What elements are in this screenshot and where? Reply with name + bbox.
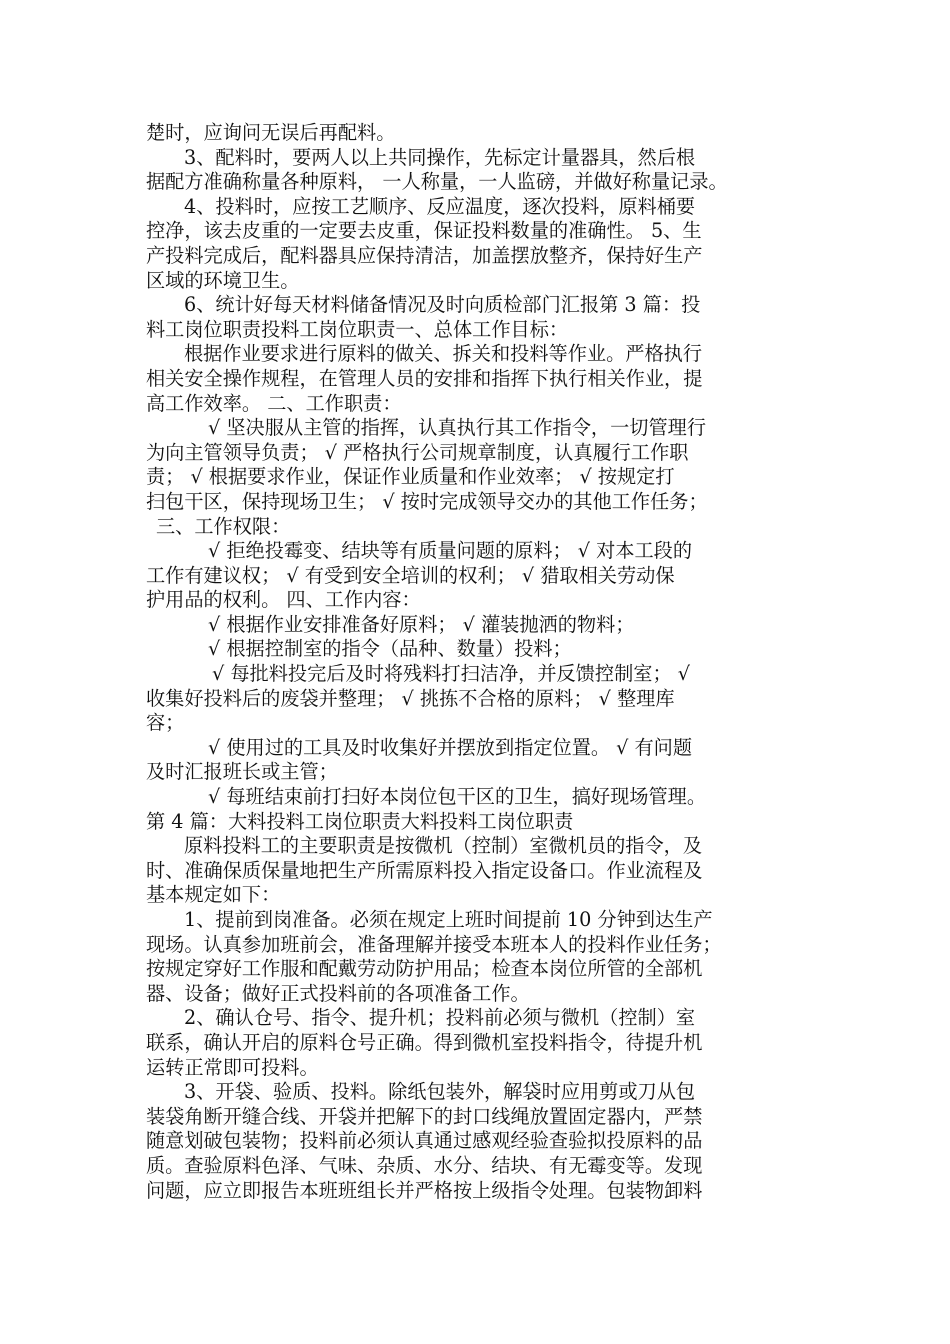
text-line: 楚时，应询问无误后再配料。 — [146, 121, 396, 144]
text-line: √ 根据控制室的指令（品种、数量）投料； — [208, 637, 572, 661]
text-line: 装袋角断开缝合线、开袋并把解下的封口线绳放置固定器内，严禁 — [146, 1104, 703, 1128]
text-line: √ 每批料投完后及时将残料打扫洁净，并反馈控制室； √ — [212, 662, 690, 686]
text-line: 时、准确保质保量地把生产所需原料投入指定设备口。作业流程及 — [146, 858, 703, 882]
text-line: 现场。认真参加班前会，准备理解并接受本班本人的投料作业任务； — [146, 932, 722, 956]
text-line: 3、开袋、验质、投料。除纸包装外，解袋时应用剪或刀从包 — [184, 1080, 696, 1104]
text-line: 产投料完成后，配料器具应保持清洁，加盖摆放整齐，保持好生产 — [146, 243, 703, 267]
text-line: 按规定穿好工作服和配戴劳动防护用品；检查本岗位所管的全部机 — [146, 957, 703, 981]
text-line: 容； — [146, 711, 185, 735]
text-line: 收集好投料后的废袋并整理； √ 挑拣不合格的原料； √ 整理库 — [146, 686, 675, 710]
text-line: 原料投料工的主要职责是按微机（控制）室微机员的指令，及 — [184, 834, 703, 858]
text-line: 4、投料时，应按工艺顺序、反应温度，逐次投料，原料桶要 — [184, 194, 696, 218]
text-line: 1、提前到岗准备。必须在规定上班时间提前 10 分钟到达生产 — [184, 908, 713, 931]
text-line: 器、设备；做好正式投料前的各项准备工作。 — [146, 981, 530, 1005]
text-line: 据配方准确称量各种原料， 一人称量，一人监磅，并做好称量记录。 — [146, 170, 728, 194]
text-line: 相关安全操作规程，在管理人员的安排和指挥下执行相关作业，提 — [146, 366, 703, 390]
text-line: 工作有建议权； √ 有受到安全培训的权利； √ 猎取相关劳动保 — [146, 563, 675, 587]
text-line: √ 坚决服从主管的指挥，认真执行其工作指令，一切管理行 — [208, 416, 707, 440]
text-line: 控净，该去皮重的一定要去皮重，保证投料数量的准确性。 5、生 — [146, 219, 702, 243]
text-line: 区域的环境卫生。 — [146, 268, 300, 292]
text-line: 质。查验原料色泽、气味、杂质、水分、结块、有无霉变等。发现 — [146, 1153, 703, 1177]
text-line: 三、工作权限： — [156, 514, 291, 538]
text-line: 料工岗位职责投料工岗位职责一、总体工作目标： — [146, 317, 569, 341]
text-line: 联系，确认开启的原料仓号正确。得到微机室投料指令，待提升机 — [146, 1030, 703, 1054]
text-line: √ 每班结束前打扫好本岗位包干区的卫生，搞好现场管理。 — [208, 785, 707, 809]
text-line: 运转正常即可投料。 — [146, 1055, 319, 1079]
text-line: 扫包干区，保持现场卫生； √ 按时完成领导交办的其他工作任务； — [146, 489, 708, 513]
text-line: 基本规定如下： — [146, 883, 281, 907]
text-line: 责； √ 根据要求作业，保证作业质量和作业效率； √ 按规定打 — [146, 465, 675, 489]
text-line: 2、确认仓号、指令、提升机；投料前必须与微机（控制）室 — [184, 1006, 696, 1030]
section-heading: 第 4 篇：大料投料工岗位职责大料投料工岗位职责 — [146, 809, 574, 833]
text-line: 随意划破包装物；投料前必须认真通过感观经验查验拟投原料的品 — [146, 1129, 703, 1153]
text-line: 高工作效率。 二、工作职责： — [146, 391, 402, 415]
text-line: √ 拒绝投霉变、结块等有质量问题的原料； √ 对本工段的 — [208, 539, 693, 563]
text-line: 6、统计好每天材料储备情况及时向质检部门汇报第 3 篇：投 — [184, 293, 701, 317]
text-line: 及时汇报班长或主管； — [146, 760, 338, 784]
document-body — [146, 121, 818, 1203]
text-line: 问题，应立即报告本班班组长并严格按上级指令处理。包装物卸料 — [146, 1178, 703, 1202]
text-line: √ 根据作业安排准备好原料； √ 灌装抛洒的物料； — [208, 612, 635, 636]
text-line: 护用品的权利。 四、工作内容： — [146, 588, 421, 612]
text-line: 3、配料时，要两人以上共同操作，先标定计量器具，然后根 — [184, 145, 696, 169]
text-line: 根据作业要求进行原料的做关、拆关和投料等作业。严格执行 — [184, 342, 703, 366]
text-line: √ 使用过的工具及时收集好并摆放到指定位置。 √ 有问题 — [208, 735, 693, 759]
text-line: 为向主管领导负责； √ 严格执行公司规章制度，认真履行工作职 — [146, 440, 689, 464]
